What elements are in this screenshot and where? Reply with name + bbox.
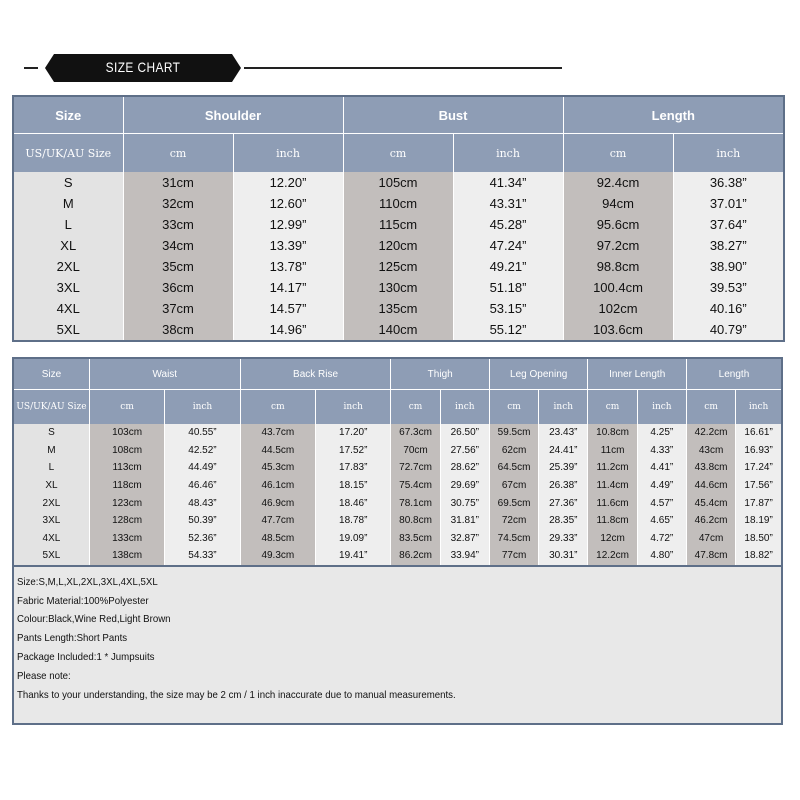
note-line: Size:S,M,L,XL,2XL,3XL,4XL,5XL bbox=[17, 575, 158, 588]
cm-value-cell: 105cm bbox=[343, 172, 453, 193]
table-row bbox=[13, 494, 782, 512]
unit-cm-header: cm bbox=[123, 134, 233, 173]
cm-value-cell: 12.2cm bbox=[588, 547, 637, 566]
cm-value-cell: 128cm bbox=[89, 512, 164, 530]
inch-value-cell: 41.34” bbox=[453, 172, 563, 193]
unit-inch-header: inch bbox=[539, 390, 588, 425]
inch-value-cell: 18.15” bbox=[316, 477, 391, 495]
cm-value-cell: 103.6cm bbox=[563, 319, 673, 341]
inch-value-cell: 53.15” bbox=[453, 298, 563, 319]
inch-value-cell: 4.65” bbox=[637, 512, 686, 530]
inch-value-cell: 45.28” bbox=[453, 214, 563, 235]
size-cell: M bbox=[13, 193, 123, 214]
cm-value-cell: 37cm bbox=[123, 298, 233, 319]
cm-value-cell: 11.6cm bbox=[588, 494, 637, 512]
cm-value-cell: 118cm bbox=[89, 477, 164, 495]
inch-value-cell: 17.24” bbox=[736, 459, 782, 477]
inch-value-cell: 39.53” bbox=[673, 277, 784, 298]
inch-value-cell: 14.57” bbox=[233, 298, 343, 319]
cm-value-cell: 130cm bbox=[343, 277, 453, 298]
inch-value-cell: 43.31” bbox=[453, 193, 563, 214]
inch-value-cell: 54.33” bbox=[165, 547, 240, 566]
inch-value-cell: 51.18” bbox=[453, 277, 563, 298]
inch-value-cell: 16.93” bbox=[736, 442, 782, 460]
table-row bbox=[13, 512, 782, 530]
unit-cm-header: cm bbox=[489, 390, 538, 425]
inch-value-cell: 18.19” bbox=[736, 512, 782, 530]
table-row bbox=[13, 530, 782, 548]
inch-value-cell: 40.16” bbox=[673, 298, 784, 319]
inch-value-cell: 47.24” bbox=[453, 235, 563, 256]
table-row bbox=[13, 214, 784, 235]
inch-value-cell: 48.43” bbox=[165, 494, 240, 512]
top-size-table bbox=[12, 95, 785, 342]
cm-value-cell: 103cm bbox=[89, 424, 164, 442]
cm-value-cell: 77cm bbox=[489, 547, 538, 566]
inch-value-cell: 49.21” bbox=[453, 256, 563, 277]
inch-value-cell: 27.56” bbox=[440, 442, 489, 460]
inch-value-cell: 30.75” bbox=[440, 494, 489, 512]
cm-value-cell: 75.4cm bbox=[391, 477, 440, 495]
inch-value-cell: 46.46” bbox=[165, 477, 240, 495]
measurement-group-header: Length bbox=[563, 96, 784, 134]
product-notes-row bbox=[13, 566, 782, 724]
cm-value-cell: 98.8cm bbox=[563, 256, 673, 277]
unit-cm-header: cm bbox=[89, 390, 164, 425]
inch-value-cell: 17.20” bbox=[316, 424, 391, 442]
unit-inch-header: inch bbox=[736, 390, 782, 425]
inch-value-cell: 40.55” bbox=[165, 424, 240, 442]
cm-value-cell: 97.2cm bbox=[563, 235, 673, 256]
inch-value-cell: 17.83” bbox=[316, 459, 391, 477]
inch-value-cell: 4.72” bbox=[637, 530, 686, 548]
cm-value-cell: 123cm bbox=[89, 494, 164, 512]
cm-value-cell: 46.1cm bbox=[240, 477, 315, 495]
note-line: Package Included:1 * Jumpsuits bbox=[17, 650, 155, 663]
inch-value-cell: 4.41” bbox=[637, 459, 686, 477]
cm-value-cell: 92.4cm bbox=[563, 172, 673, 193]
cm-value-cell: 94cm bbox=[563, 193, 673, 214]
cm-value-cell: 43cm bbox=[686, 442, 735, 460]
size-cell: 2XL bbox=[13, 494, 89, 512]
inch-value-cell: 14.96” bbox=[233, 319, 343, 341]
inch-value-cell: 17.87” bbox=[736, 494, 782, 512]
cm-value-cell: 67cm bbox=[489, 477, 538, 495]
cm-value-cell: 64.5cm bbox=[489, 459, 538, 477]
inch-value-cell: 30.31” bbox=[539, 547, 588, 566]
inch-value-cell: 38.27” bbox=[673, 235, 784, 256]
table-row bbox=[13, 277, 784, 298]
unit-inch-header: inch bbox=[637, 390, 686, 425]
cm-value-cell: 33cm bbox=[123, 214, 233, 235]
cm-value-cell: 31cm bbox=[123, 172, 233, 193]
unit-cm-header: cm bbox=[343, 134, 453, 173]
measurement-group-header: Length bbox=[686, 358, 782, 390]
measurement-group-header: Thigh bbox=[391, 358, 490, 390]
size-cell: XL bbox=[13, 235, 123, 256]
cm-value-cell: 120cm bbox=[343, 235, 453, 256]
cm-value-cell: 108cm bbox=[89, 442, 164, 460]
cm-value-cell: 46.9cm bbox=[240, 494, 315, 512]
cm-value-cell: 47.8cm bbox=[686, 547, 735, 566]
table-row bbox=[13, 172, 784, 193]
inch-value-cell: 31.81” bbox=[440, 512, 489, 530]
table-row bbox=[13, 256, 784, 277]
unit-cm-header: cm bbox=[240, 390, 315, 425]
table-row bbox=[13, 547, 782, 566]
cm-value-cell: 138cm bbox=[89, 547, 164, 566]
table-row bbox=[13, 424, 782, 442]
unit-cm-header: cm bbox=[686, 390, 735, 425]
unit-inch-header: inch bbox=[440, 390, 489, 425]
measurement-group-header: Waist bbox=[89, 358, 240, 390]
cm-value-cell: 45.3cm bbox=[240, 459, 315, 477]
cm-value-cell: 38cm bbox=[123, 319, 233, 341]
inch-value-cell: 4.49” bbox=[637, 477, 686, 495]
size-group-header: Size bbox=[13, 96, 123, 134]
group-header-row bbox=[13, 358, 782, 390]
cm-value-cell: 83.5cm bbox=[391, 530, 440, 548]
size-cell: 3XL bbox=[13, 512, 89, 530]
size-cell: L bbox=[13, 459, 89, 477]
cm-value-cell: 133cm bbox=[89, 530, 164, 548]
inch-value-cell: 29.33” bbox=[539, 530, 588, 548]
inch-value-cell: 17.52” bbox=[316, 442, 391, 460]
inch-value-cell: 36.38” bbox=[673, 172, 784, 193]
inch-value-cell: 27.36” bbox=[539, 494, 588, 512]
measurement-group-header: Back Rise bbox=[240, 358, 391, 390]
table-row bbox=[13, 319, 784, 341]
header-rule-right bbox=[244, 67, 562, 69]
size-cell: 2XL bbox=[13, 256, 123, 277]
cm-value-cell: 113cm bbox=[89, 459, 164, 477]
note-line: Pants Length:Short Pants bbox=[17, 632, 128, 645]
inch-value-cell: 29.69” bbox=[440, 477, 489, 495]
inch-value-cell: 24.41” bbox=[539, 442, 588, 460]
inch-value-cell: 12.60” bbox=[233, 193, 343, 214]
table-row bbox=[13, 235, 784, 256]
header-rule-left bbox=[24, 67, 38, 69]
cm-value-cell: 12cm bbox=[588, 530, 637, 548]
inch-value-cell: 4.80” bbox=[637, 547, 686, 566]
size-group-header: Size bbox=[13, 358, 89, 390]
cm-value-cell: 34cm bbox=[123, 235, 233, 256]
inch-value-cell: 33.94” bbox=[440, 547, 489, 566]
inch-value-cell: 12.20” bbox=[233, 172, 343, 193]
inch-value-cell: 40.79” bbox=[673, 319, 784, 341]
cm-value-cell: 35cm bbox=[123, 256, 233, 277]
inch-value-cell: 18.50” bbox=[736, 530, 782, 548]
cm-value-cell: 100.4cm bbox=[563, 277, 673, 298]
cm-value-cell: 74.5cm bbox=[489, 530, 538, 548]
cm-value-cell: 69.5cm bbox=[489, 494, 538, 512]
size-cell: S bbox=[13, 172, 123, 193]
cm-value-cell: 135cm bbox=[343, 298, 453, 319]
cm-value-cell: 48.5cm bbox=[240, 530, 315, 548]
cm-value-cell: 72cm bbox=[489, 512, 538, 530]
inch-value-cell: 4.57” bbox=[637, 494, 686, 512]
inch-value-cell: 28.62” bbox=[440, 459, 489, 477]
inch-value-cell: 32.87” bbox=[440, 530, 489, 548]
cm-value-cell: 80.8cm bbox=[391, 512, 440, 530]
inch-value-cell: 13.39” bbox=[233, 235, 343, 256]
unit-header-row bbox=[13, 390, 782, 425]
cm-value-cell: 67.3cm bbox=[391, 424, 440, 442]
cm-value-cell: 102cm bbox=[563, 298, 673, 319]
cm-value-cell: 72.7cm bbox=[391, 459, 440, 477]
inch-value-cell: 55.12” bbox=[453, 319, 563, 341]
size-cell: L bbox=[13, 214, 123, 235]
unit-cm-header: cm bbox=[391, 390, 440, 425]
cm-value-cell: 10.8cm bbox=[588, 424, 637, 442]
unit-inch-header: inch bbox=[165, 390, 240, 425]
cm-value-cell: 42.2cm bbox=[686, 424, 735, 442]
inch-value-cell: 42.52” bbox=[165, 442, 240, 460]
measurement-group-header: Bust bbox=[343, 96, 563, 134]
note-line: Thanks to your understanding, the size may be 2 cm / 1 inch inaccurate due to manual measurements. bbox=[17, 688, 456, 701]
note-line: Fabric Material:100%Polyester bbox=[17, 594, 149, 607]
group-header-row bbox=[13, 96, 784, 134]
size-standard-label: US/UK/AU Size bbox=[13, 134, 123, 173]
cm-value-cell: 47cm bbox=[686, 530, 735, 548]
size-cell: 5XL bbox=[13, 547, 89, 566]
size-cell: XL bbox=[13, 477, 89, 495]
inch-value-cell: 26.50” bbox=[440, 424, 489, 442]
cm-value-cell: 125cm bbox=[343, 256, 453, 277]
inch-value-cell: 52.36” bbox=[165, 530, 240, 548]
cm-value-cell: 11.8cm bbox=[588, 512, 637, 530]
cm-value-cell: 11.4cm bbox=[588, 477, 637, 495]
cm-value-cell: 44.6cm bbox=[686, 477, 735, 495]
bottom-size-table bbox=[12, 357, 783, 725]
table-row bbox=[13, 298, 784, 319]
cm-value-cell: 115cm bbox=[343, 214, 453, 235]
inch-value-cell: 13.78” bbox=[233, 256, 343, 277]
inch-value-cell: 12.99” bbox=[233, 214, 343, 235]
inch-value-cell: 18.82” bbox=[736, 547, 782, 566]
size-cell: 5XL bbox=[13, 319, 123, 341]
cm-value-cell: 95.6cm bbox=[563, 214, 673, 235]
inch-value-cell: 18.46” bbox=[316, 494, 391, 512]
inch-value-cell: 37.64” bbox=[673, 214, 784, 235]
cm-value-cell: 32cm bbox=[123, 193, 233, 214]
table-row bbox=[13, 193, 784, 214]
unit-cm-header: cm bbox=[588, 390, 637, 425]
cm-value-cell: 110cm bbox=[343, 193, 453, 214]
inch-value-cell: 26.38” bbox=[539, 477, 588, 495]
cm-value-cell: 44.5cm bbox=[240, 442, 315, 460]
size-cell: 4XL bbox=[13, 298, 123, 319]
inch-value-cell: 38.90” bbox=[673, 256, 784, 277]
cm-value-cell: 46.2cm bbox=[686, 512, 735, 530]
cm-value-cell: 43.8cm bbox=[686, 459, 735, 477]
cm-value-cell: 36cm bbox=[123, 277, 233, 298]
cm-value-cell: 86.2cm bbox=[391, 547, 440, 566]
inch-value-cell: 4.33” bbox=[637, 442, 686, 460]
size-standard-label: US/UK/AU Size bbox=[13, 390, 89, 425]
inch-value-cell: 50.39” bbox=[165, 512, 240, 530]
inch-value-cell: 19.41” bbox=[316, 547, 391, 566]
cm-value-cell: 45.4cm bbox=[686, 494, 735, 512]
cm-value-cell: 11cm bbox=[588, 442, 637, 460]
size-cell: M bbox=[13, 442, 89, 460]
inch-value-cell: 19.09” bbox=[316, 530, 391, 548]
unit-inch-header: inch bbox=[316, 390, 391, 425]
size-chart-header bbox=[24, 52, 564, 84]
inch-value-cell: 23.43” bbox=[539, 424, 588, 442]
product-notes bbox=[13, 566, 782, 724]
inch-value-cell: 4.25” bbox=[637, 424, 686, 442]
unit-inch-header: inch bbox=[233, 134, 343, 173]
table-row bbox=[13, 477, 782, 495]
cm-value-cell: 47.7cm bbox=[240, 512, 315, 530]
size-cell: 3XL bbox=[13, 277, 123, 298]
unit-inch-header: inch bbox=[673, 134, 784, 173]
measurement-group-header: Leg Opening bbox=[489, 358, 588, 390]
table-row bbox=[13, 442, 782, 460]
cm-value-cell: 62cm bbox=[489, 442, 538, 460]
cm-value-cell: 49.3cm bbox=[240, 547, 315, 566]
unit-cm-header: cm bbox=[563, 134, 673, 173]
cm-value-cell: 59.5cm bbox=[489, 424, 538, 442]
size-cell: 4XL bbox=[13, 530, 89, 548]
measurement-group-header: Shoulder bbox=[123, 96, 343, 134]
size-chart-title: SIZE CHART bbox=[105, 59, 181, 75]
cm-value-cell: 78.1cm bbox=[391, 494, 440, 512]
note-line: Please note: bbox=[17, 669, 71, 682]
cm-value-cell: 11.2cm bbox=[588, 459, 637, 477]
unit-header-row bbox=[13, 134, 784, 173]
cm-value-cell: 140cm bbox=[343, 319, 453, 341]
cm-value-cell: 70cm bbox=[391, 442, 440, 460]
inch-value-cell: 37.01” bbox=[673, 193, 784, 214]
inch-value-cell: 44.49” bbox=[165, 459, 240, 477]
table-row bbox=[13, 459, 782, 477]
inch-value-cell: 28.35” bbox=[539, 512, 588, 530]
inch-value-cell: 16.61” bbox=[736, 424, 782, 442]
inch-value-cell: 14.17” bbox=[233, 277, 343, 298]
inch-value-cell: 25.39” bbox=[539, 459, 588, 477]
cm-value-cell: 43.7cm bbox=[240, 424, 315, 442]
unit-inch-header: inch bbox=[453, 134, 563, 173]
size-cell: S bbox=[13, 424, 89, 442]
inch-value-cell: 17.56” bbox=[736, 477, 782, 495]
size-chart-banner bbox=[54, 54, 232, 82]
note-line: Colour:Black,Wine Red,Light Brown bbox=[17, 613, 171, 626]
inch-value-cell: 18.78” bbox=[316, 512, 391, 530]
measurement-group-header: Inner Length bbox=[588, 358, 687, 390]
